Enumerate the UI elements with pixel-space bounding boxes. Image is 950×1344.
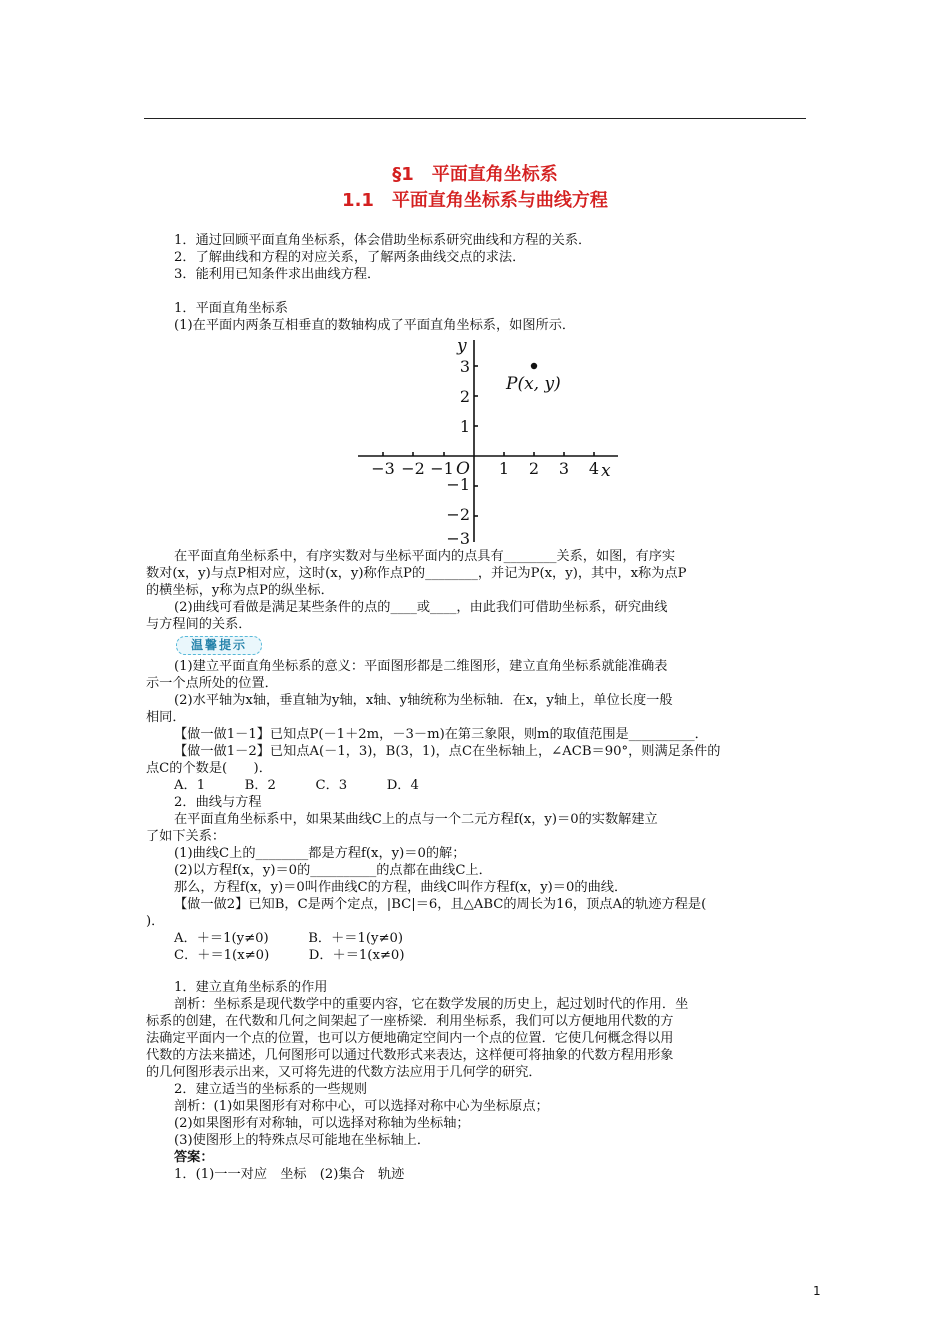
section2-line: )． xyxy=(146,914,165,929)
tip-line: (1)建立平面直角坐标系的意义：平面图形都是二维图形，建立直角坐标系就能准确表 xyxy=(174,659,668,674)
section1-heading: 1．平面直角坐标系 xyxy=(174,301,288,316)
exercise-line: 【做一做1－1】已知点P(－1＋2m，－3－m)在第三象限，则m的取值范围是__________． xyxy=(174,727,708,742)
tip-line: 示一个点所处的位置． xyxy=(146,676,278,691)
exercise-options: A．1 B．2 C．3 D．4 xyxy=(174,778,419,793)
section2-line: 了如下关系： xyxy=(146,829,226,844)
exercise-line: 点C的个数是( )． xyxy=(146,761,272,776)
x-tick-label: −1 xyxy=(430,459,454,478)
para1-line: (2)曲线可看做是满足某些条件的点的____或____，由此我们可借助坐标系，研究曲线 xyxy=(174,600,668,615)
origin-label: O xyxy=(456,459,470,479)
point-p xyxy=(531,363,537,369)
section2-line: 那么，方程f(x，y)＝0叫作曲线C的方程，曲线C叫作方程f(x，y)＝0的曲线． xyxy=(174,880,628,895)
y-tick-label: −3 xyxy=(446,529,470,546)
analysis-line: 的几何图形表示出来，又可将先进的代数方法应用于几何学的研究． xyxy=(146,1065,542,1080)
section2-line: 2．曲线与方程 xyxy=(174,795,262,810)
section2-line: 在平面直角坐标系中，如果某曲线C上的点与一个二元方程f(x，y)＝0的实数解建立 xyxy=(174,812,658,827)
analysis-line: 剖析：坐标系是现代数学中的重要内容，它在数学发展的历史上，起过划时代的作用．坐 xyxy=(174,997,689,1012)
coordinate-plane-figure xyxy=(356,334,626,546)
y-tick-label: 2 xyxy=(459,387,470,406)
x-tick-label: −2 xyxy=(401,459,425,478)
y-tick-label: 3 xyxy=(459,357,470,376)
goal-1: 1．通过回顾平面直角坐标系，体会借助坐标系研究曲线和方程的关系． xyxy=(174,233,592,248)
tip-badge: 温馨提示 xyxy=(176,636,262,655)
goal-3: 3．能利用已知条件求出曲线方程． xyxy=(174,267,381,282)
analysis-line: 代数的方法来描述，几何图形可以通过代数形式来表达，这样便可将抽象的代数方程用形象 xyxy=(146,1048,674,1063)
analysis-line: (2)如果图形有对称轴，可以选择对称轴为坐标轴； xyxy=(174,1116,470,1131)
section-title: §1 平面直角坐标系 xyxy=(392,164,558,185)
exercise-line: 【做一做1－2】已知点A(－1，3)，B(3，1)，点C在坐标轴上，∠ACB＝90°，则满足条件的 xyxy=(174,744,721,759)
para1-line: 数对(x，y)与点P相对应，这时(x，y)称作点P的________，并记为P(x，y)，其中，x称为点P xyxy=(146,566,687,581)
analysis-line: 剖析：(1)如果图形有对称中心，可以选择对称中心为坐标原点； xyxy=(174,1099,549,1114)
page-number: 1 xyxy=(813,1284,821,1298)
section2-line: (1)曲线C上的________都是方程f(x，y)＝0的解； xyxy=(174,846,466,861)
section1-intro: (1)在平面内两条互相垂直的数轴构成了平面直角坐标系，如图所示． xyxy=(174,318,576,333)
section2-options: A．＋＝1(y≠0) B．＋＝1(y≠0) xyxy=(174,931,404,946)
tip-line: (2)水平轴为x轴，垂直轴为y轴，x轴、y轴统称为坐标轴．在x，y轴上，单位长度一般 xyxy=(174,693,673,708)
x-tick-label: −3 xyxy=(371,459,395,478)
x-tick-label: 1 xyxy=(498,459,510,478)
analysis-line: 法确定平面内一个点的位置，也可以方便地确定空间内一个点的位置．它使几何概念得以用 xyxy=(146,1031,674,1046)
answers-label: 答案： xyxy=(174,1150,214,1165)
y-tick-label: −1 xyxy=(446,475,470,494)
header-rule xyxy=(144,118,806,119)
para1-line: 的横坐标，y称为点P的纵坐标． xyxy=(146,583,334,598)
y-axis-label: y xyxy=(457,336,467,356)
section2-line: 【做一做2】已知B，C是两个定点，|BC|＝6，且△ABC的周长为16，顶点A的轨迹方程是( xyxy=(174,897,707,912)
x-tick-label: 4 xyxy=(588,459,600,478)
goal-2: 2．了解曲线和方程的对应关系，了解两条曲线交点的求法． xyxy=(174,250,526,265)
x-tick-label: 3 xyxy=(558,459,570,478)
y-tick-label: −2 xyxy=(446,505,470,524)
para1-line: 与方程间的关系． xyxy=(146,617,252,632)
section2-line: (2)以方程f(x，y)＝0的__________的点都在曲线C上． xyxy=(174,863,492,878)
tip-line: 相同． xyxy=(146,710,186,725)
y-tick-label: 1 xyxy=(459,417,470,436)
analysis-line: 2．建立适当的坐标系的一些规则 xyxy=(174,1082,368,1097)
analysis-line: 1．建立直角坐标系的作用 xyxy=(174,980,328,995)
analysis-line: 标系的创建，在代数和几何之间架起了一座桥梁．利用坐标系，我们可以方便地用代数的方 xyxy=(146,1014,674,1029)
para1-line: 在平面直角坐标系中，有序实数对与坐标平面内的点具有________关系，如图，有序实 xyxy=(174,549,676,564)
answers-line: 1．(1)一一对应 坐标 (2)集合 轨迹 xyxy=(174,1167,405,1182)
x-axis-label: x xyxy=(601,461,611,481)
section2-options: C．＋＝1(x≠0) D．＋＝1(x≠0) xyxy=(174,948,405,963)
subsection-title: 1.1 平面直角坐标系与曲线方程 xyxy=(342,190,608,211)
analysis-line: (3)使图形上的特殊点尽可能地在坐标轴上． xyxy=(174,1133,431,1148)
x-tick-label: 2 xyxy=(528,459,540,478)
point-p-label: P(x, y) xyxy=(506,374,561,394)
